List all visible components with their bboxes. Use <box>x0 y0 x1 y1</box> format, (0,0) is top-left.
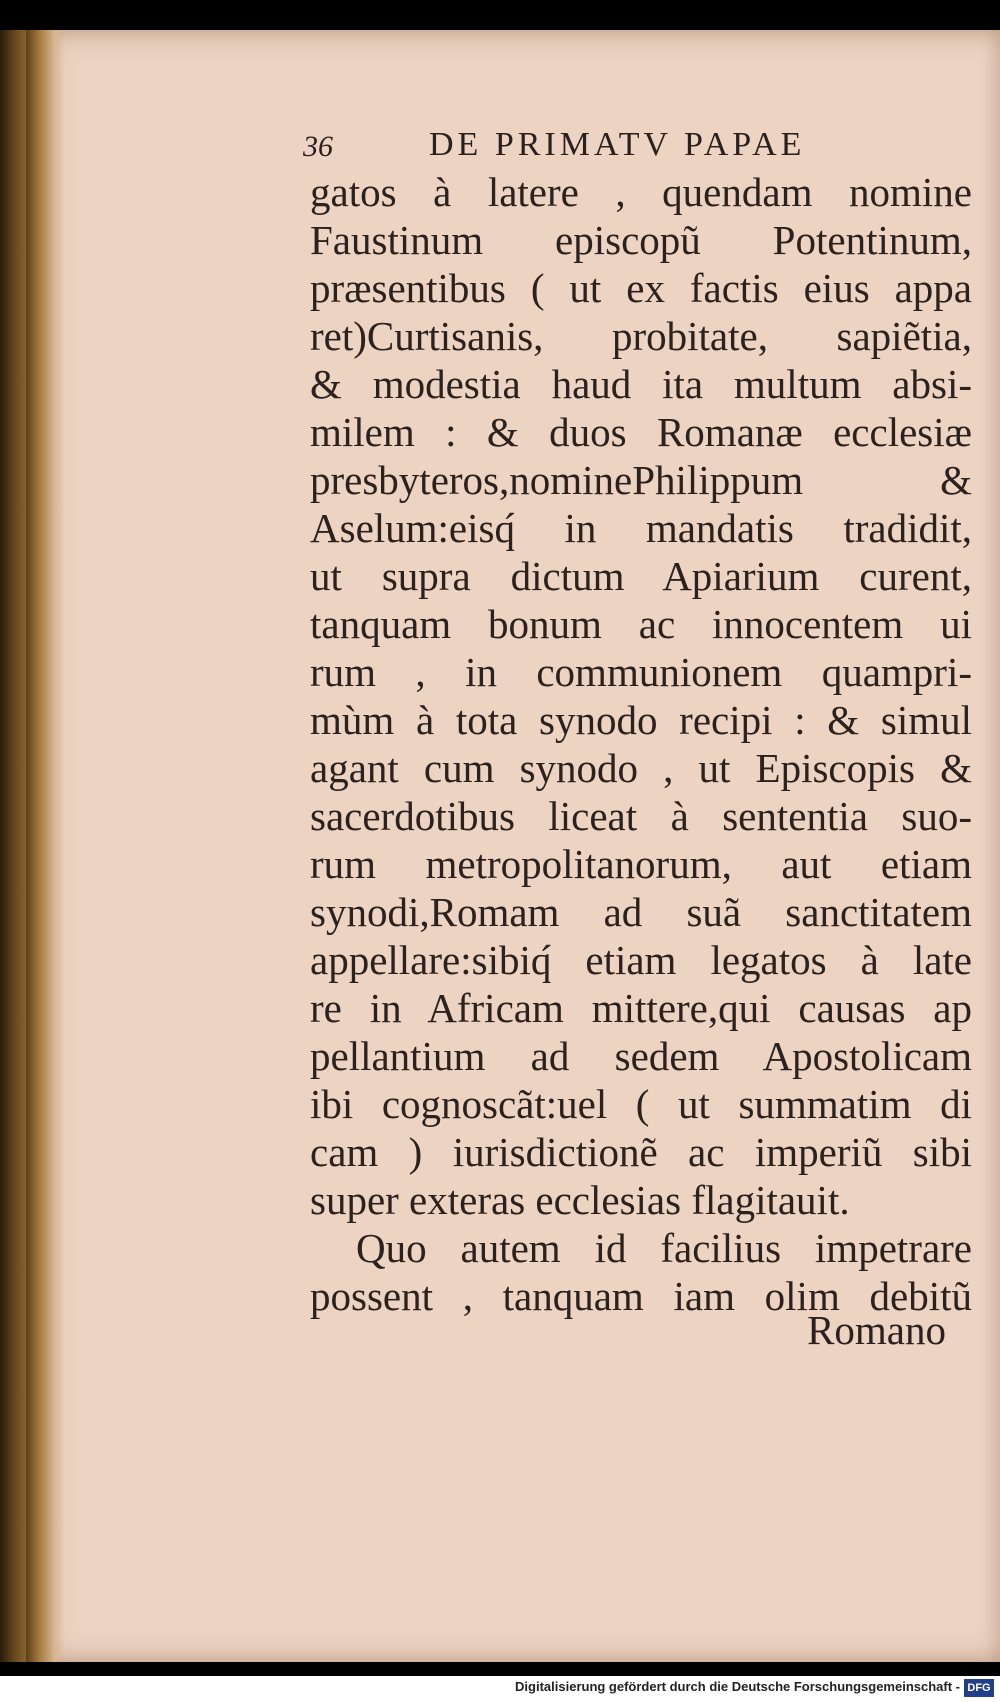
text-line: appellare:sibiq́ etiam legatos à late <box>310 937 972 983</box>
text-line: ibi cognoscãt:uel ( ut summatim di <box>310 1081 972 1127</box>
running-title: DE PRIMATV PAPAE <box>429 126 806 163</box>
page-gutter <box>26 30 64 1662</box>
text-line: Quo autem id facilius impetrare <box>356 1225 972 1271</box>
body-text <box>310 168 972 1320</box>
text-line: rum , in communionem quampri- <box>310 649 972 695</box>
text-line: ut supra dictum Apiarium curent, <box>310 553 972 599</box>
text-line: cam ) iurisdictionẽ ac imperiũ sibi <box>310 1129 972 1175</box>
text-line: præsentibus ( ut ex factis eius appa <box>310 265 972 311</box>
text-line: presbyteros,nominePhilippum & <box>310 457 972 503</box>
text-line: synodi,Romam ad suã sanctitatem <box>310 889 972 935</box>
text-line: rum metropolitanorum, aut etiam <box>310 841 972 887</box>
text-line: pellantium ad sedem Apostolicam <box>310 1033 972 1079</box>
text-line: possent , tanquam iam olim debitũ <box>310 1273 972 1319</box>
digitization-credit: Digitalisierung gefördert durch die Deutsche Forschungsgemeinschaft - <box>515 1679 960 1694</box>
dfg-logo: DFG <box>964 1679 994 1697</box>
text-line: gatos à latere , quendam nomine <box>310 169 972 215</box>
text-line: Faustinum episcopũ Potentinum, <box>310 217 972 263</box>
text-line: ret)Curtisanis, probitate, sapiẽtia, <box>310 313 972 359</box>
footer-bar <box>0 1676 1000 1702</box>
text-line: re in Africam mittere,qui causas ap <box>310 985 972 1031</box>
text-line: mùm à tota synodo recipi : & simul <box>310 697 972 743</box>
page-number: 36 <box>303 130 333 163</box>
text-line: agant cum synodo , ut Episcopis & <box>310 745 972 791</box>
text-line: Aselum:eisq́ in mandatis tradidit, <box>310 505 972 551</box>
text-line: & modestia haud ita multum absi- <box>310 361 972 407</box>
text-line: super exteras ecclesias flagitauit. <box>310 1177 850 1223</box>
text-line: sacerdotibus liceat à sententia suo- <box>310 793 972 839</box>
page-header <box>303 126 903 170</box>
text-line: tanquam bonum ac innocentem ui <box>310 601 972 647</box>
text-line: milem : & duos Romanæ ecclesiæ <box>310 409 972 455</box>
catchword: Romano <box>807 1307 946 1353</box>
